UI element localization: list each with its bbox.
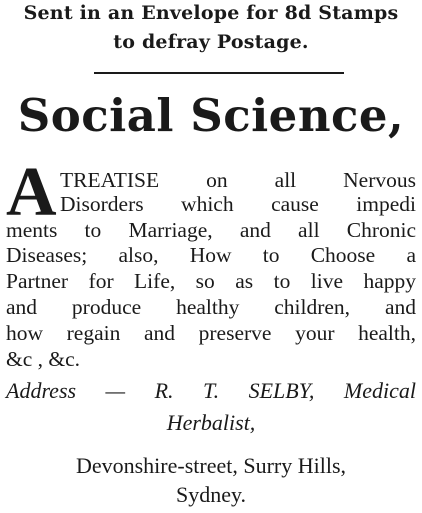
- address-city: Sydney.: [175, 482, 247, 507]
- body-line: Partner for Life, so as to live happy: [6, 269, 416, 293]
- divider-rule: [94, 72, 344, 74]
- body-line: TREATISE on all Nervous: [60, 168, 416, 192]
- address-title: Herbalist,: [166, 410, 256, 435]
- headline: Social Science,: [17, 89, 405, 142]
- body-line-last: &c , &c.: [6, 347, 81, 371]
- drop-cap: A: [6, 154, 57, 231]
- postage-notice-line-1: Sent in an Envelope for 8d Stamps: [23, 2, 399, 24]
- body-line: Diseases; also, How to Choose a: [6, 243, 416, 267]
- address-street: Devonshire-street, Surry Hills,: [75, 453, 347, 478]
- body-line: and produce healthy children, and: [6, 295, 416, 319]
- postage-notice-line-2: to defray Postage.: [113, 31, 309, 53]
- body-line: how regain and preserve your health,: [6, 321, 416, 345]
- body-line: ments to Marriage, and all Chronic: [6, 218, 416, 242]
- body-line: Disorders which cause impedi: [60, 192, 416, 216]
- address-line: Address — R. T. SELBY, Medical: [6, 378, 416, 403]
